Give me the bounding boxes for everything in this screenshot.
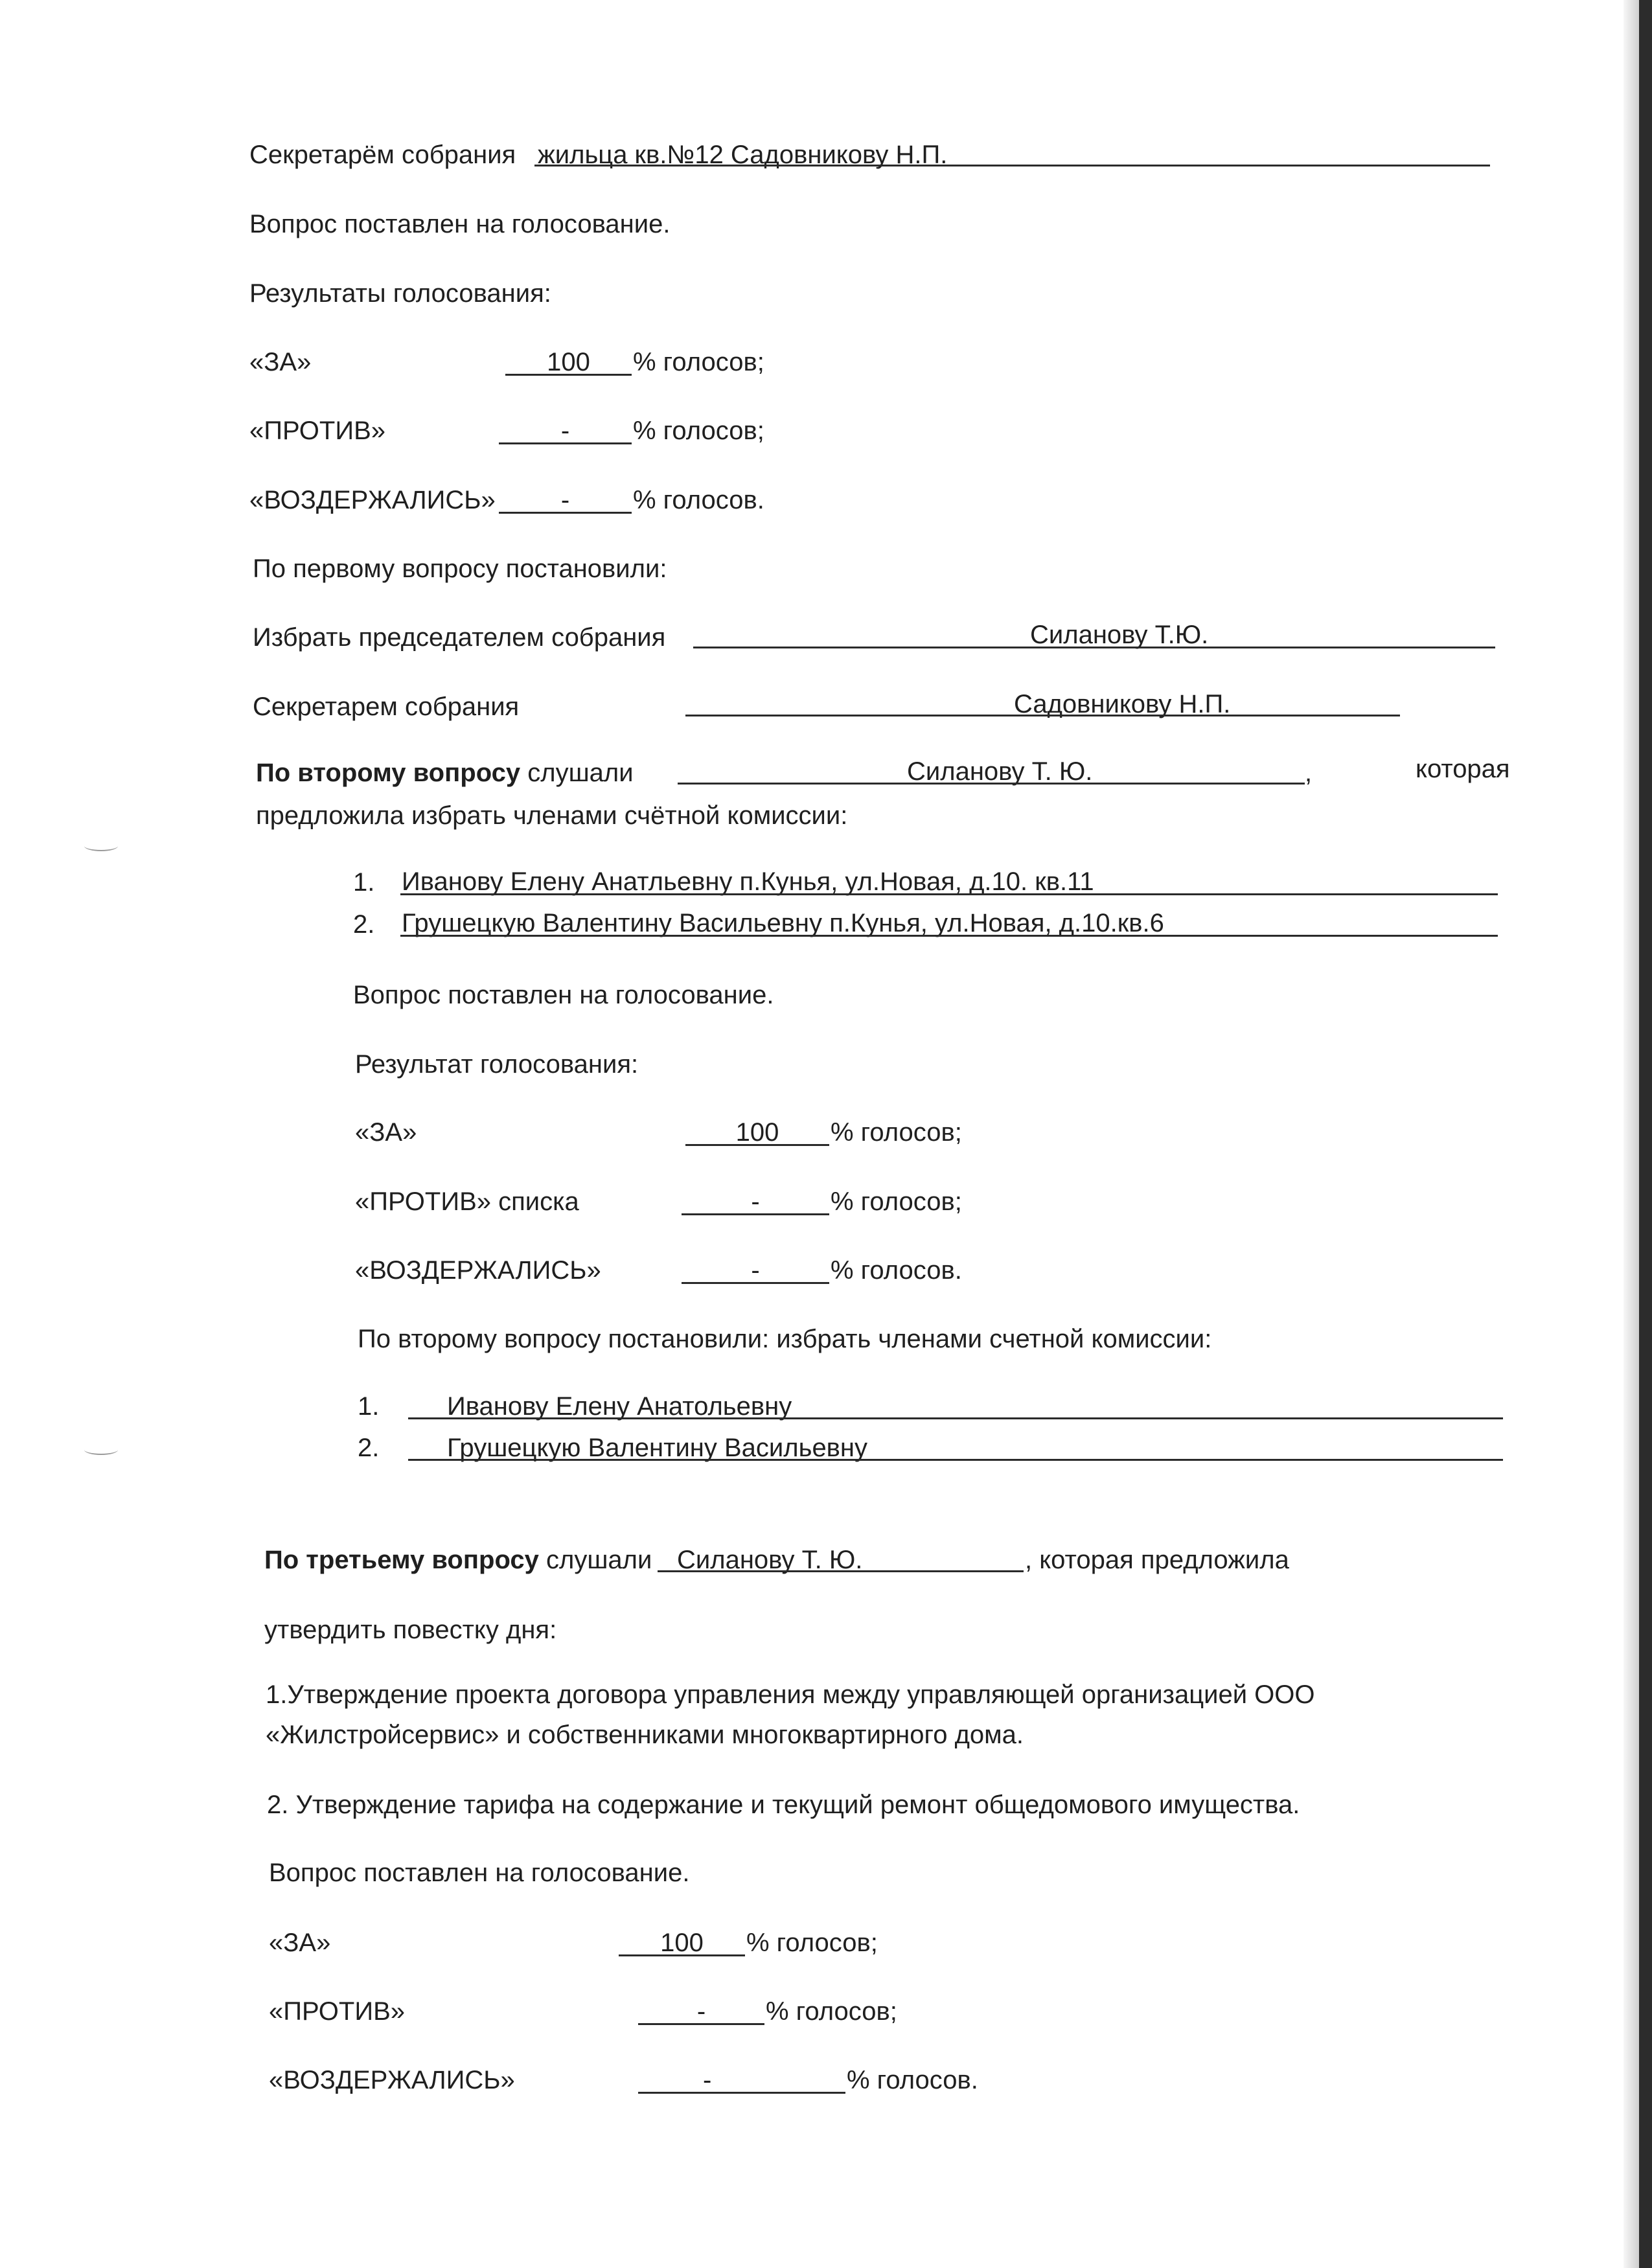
- q2-heading-rest: слушали: [527, 759, 634, 787]
- secretary2-label: Секретарем собрания: [253, 693, 520, 721]
- underline: [505, 374, 632, 376]
- vote-against-label: «ПРОТИВ»: [269, 1997, 406, 2026]
- vote-against-label: «ПРОТИВ»: [249, 417, 386, 445]
- q3-heading-bold: По третьему вопросу: [264, 1546, 539, 1574]
- vote-for-suffix: % голосов;: [831, 1118, 962, 1147]
- approve-agenda-text: утвердить повестку дня:: [264, 1616, 557, 1644]
- member-number: 2.: [358, 1434, 380, 1462]
- vote-for-label: «ЗА»: [249, 348, 312, 376]
- vote-abstain-suffix: % голосов.: [633, 486, 764, 514]
- vote-against-suffix: % голосов;: [766, 1997, 897, 2026]
- underline: [685, 715, 1400, 716]
- vote-against-suffix: % голосов;: [831, 1187, 962, 1216]
- result-label: Результат голосования:: [355, 1050, 639, 1079]
- vote-abstain-suffix: % голосов.: [831, 1256, 962, 1285]
- put-to-vote-text: Вопрос поставлен на голосование.: [269, 1859, 690, 1887]
- vote-abstain-value: -: [703, 2066, 712, 2094]
- underline: [534, 165, 1490, 166]
- vote-abstain-value: -: [560, 486, 570, 514]
- put-to-vote-text: Вопрос поставлен на голосование.: [249, 210, 671, 238]
- decided-text: По первому вопросу постановили:: [253, 555, 667, 583]
- underline: [638, 2092, 845, 2094]
- q2-heading-bold: По второму вопросу: [256, 759, 521, 787]
- chairman-value: Силанову Т.Ю.: [1030, 621, 1209, 649]
- vote-for-value: 100: [660, 1929, 704, 1957]
- underline: [499, 512, 632, 514]
- vote-for-suffix: % голосов;: [633, 348, 764, 376]
- underline: [682, 1282, 829, 1284]
- agenda-item-1-cont: «Жилстройсервис» и собственниками многоквартирного дома.: [266, 1721, 1024, 1749]
- q2-proposal: предложила избрать членами счётной комиссии:: [256, 801, 848, 830]
- secretary2-value: Садовникову Н.П.: [1014, 690, 1231, 718]
- agenda-item-2: 2. Утверждение тарифа на содержание и текущий ремонт общедомового имущества.: [267, 1791, 1300, 1819]
- vote-for-suffix: % голосов;: [746, 1929, 878, 1957]
- underline: [408, 1459, 1503, 1461]
- q3-after-text: , которая предложила: [1025, 1546, 1289, 1574]
- secretary-label: Секретарём собрания: [249, 141, 516, 169]
- q2-comma: ,: [1305, 759, 1313, 787]
- underline: [408, 1417, 1503, 1419]
- vote-for-value: 100: [547, 348, 590, 376]
- member-number: 1.: [358, 1392, 380, 1421]
- vote-against-value: -: [696, 1997, 706, 2026]
- underline: [682, 1213, 829, 1215]
- underline: [685, 1144, 829, 1146]
- scan-edge: [1639, 0, 1652, 2268]
- underline: [499, 442, 632, 444]
- q3-speaker: Силанову Т. Ю.: [677, 1546, 863, 1574]
- results-label: Результаты голосования:: [249, 279, 551, 308]
- nominee-text: Иванову Елену Анатльевну п.Кунья, ул.Новая, д.10. кв.11: [402, 867, 1094, 896]
- secretary-value: жильца кв.№12 Садовникову Н.П.: [538, 141, 948, 169]
- decided-text: По второму вопросу постановили: избрать членами счетной комиссии:: [358, 1325, 1212, 1353]
- vote-abstain-label: «ВОЗДЕРЖАЛИСЬ»: [355, 1256, 601, 1285]
- vote-for-value: 100: [735, 1118, 779, 1147]
- member-text: Иванову Елену Анатольевну: [447, 1392, 792, 1421]
- underline: [400, 935, 1498, 937]
- vote-abstain-suffix: % голосов.: [847, 2066, 978, 2094]
- q2-heading: [256, 760, 634, 786]
- nominee-number: 2.: [353, 910, 375, 939]
- underline: [619, 1954, 745, 1956]
- chairman-label: Избрать председателем собрания: [253, 623, 666, 652]
- hole-punch-mark: [84, 1445, 118, 1455]
- underline: [693, 647, 1495, 648]
- q2-which: которая: [1416, 755, 1510, 783]
- vote-abstain-value: -: [751, 1256, 760, 1285]
- vote-against-value: -: [560, 417, 570, 445]
- q3-heading: [264, 1547, 652, 1573]
- q2-speaker: Силанову Т. Ю.: [907, 757, 1093, 786]
- underline: [678, 783, 1305, 785]
- underline: [658, 1570, 1024, 1572]
- vote-for-label: «ЗА»: [355, 1118, 417, 1147]
- nominee-number: 1.: [353, 868, 375, 897]
- vote-against-suffix: % голосов;: [633, 417, 764, 445]
- vote-abstain-label: «ВОЗДЕРЖАЛИСЬ»: [249, 486, 496, 514]
- vote-against-value: -: [751, 1187, 760, 1216]
- underline: [638, 2023, 764, 2025]
- member-text: Грушецкую Валентину Васильевну: [447, 1434, 868, 1462]
- vote-for-label: «ЗА»: [269, 1929, 331, 1957]
- put-to-vote-text: Вопрос поставлен на голосование.: [353, 981, 774, 1009]
- agenda-item-1: 1.Утверждение проекта договора управления между управляющей организацией ООО: [266, 1680, 1315, 1709]
- q3-heading-rest: слушали: [545, 1546, 652, 1574]
- scan-edge-shadow: [1623, 0, 1639, 2268]
- vote-against-label: «ПРОТИВ» списка: [355, 1187, 579, 1216]
- nominee-text: Грушецкую Валентину Васильевну п.Кунья, ул.Новая, д.10.кв.6: [402, 909, 1164, 937]
- underline: [400, 893, 1498, 895]
- vote-abstain-label: «ВОЗДЕРЖАЛИСЬ»: [269, 2066, 515, 2094]
- hole-punch-mark: [84, 841, 118, 851]
